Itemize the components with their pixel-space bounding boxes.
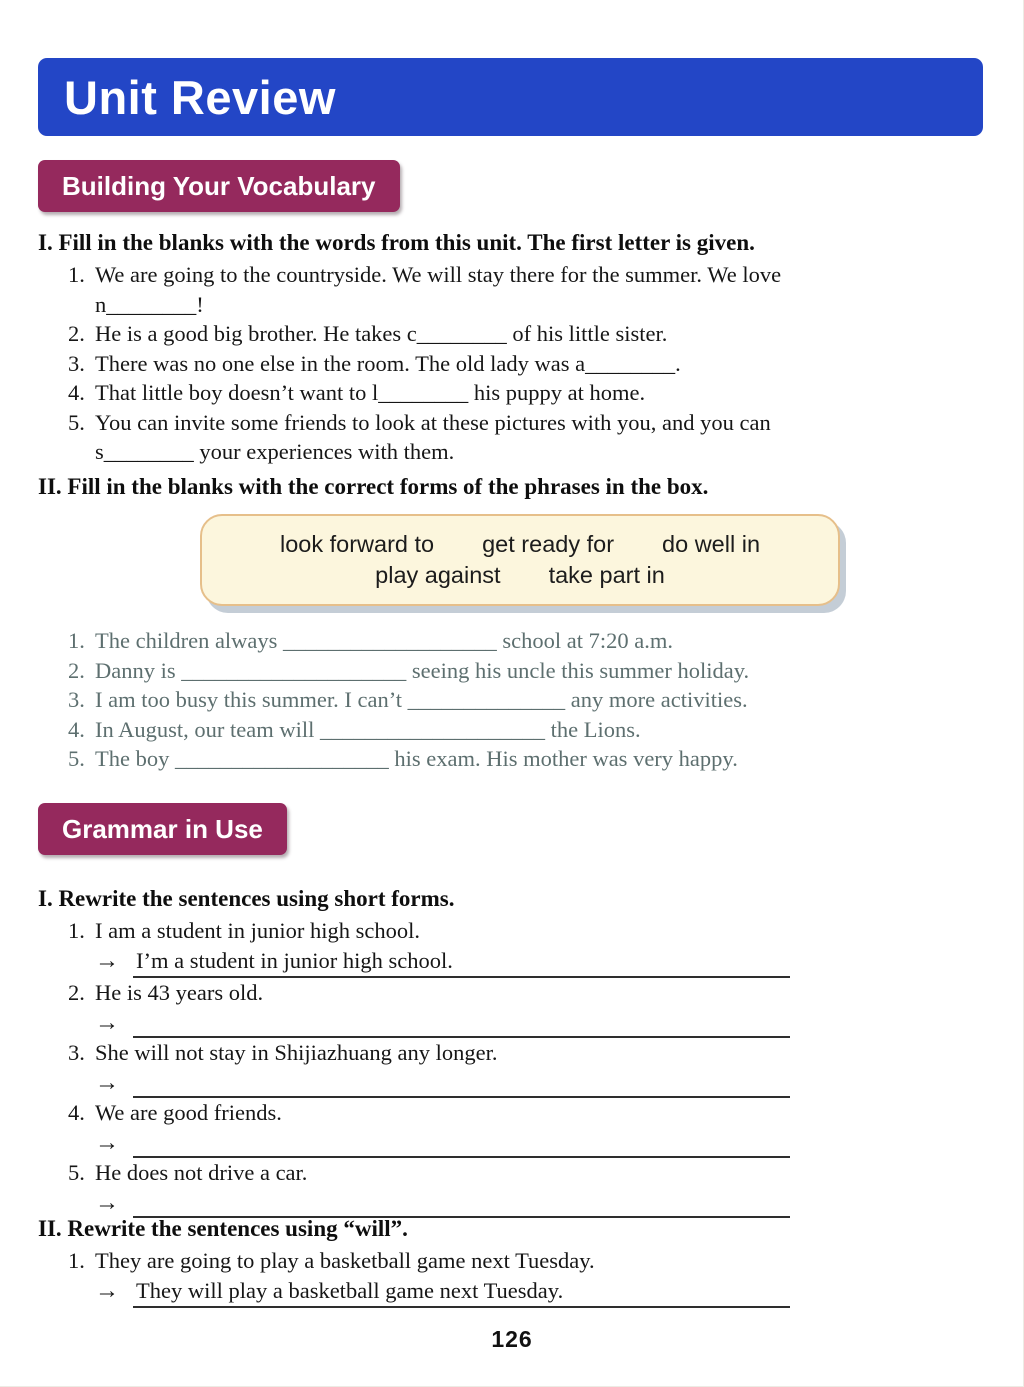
item-number: 5.: [68, 746, 85, 771]
sentence-text: He does not drive a car.: [95, 1160, 308, 1185]
item-number: 3.: [68, 687, 85, 712]
item-number: 1.: [68, 262, 85, 287]
grammar-in-use-banner: [38, 803, 287, 855]
phrase: get ready for: [482, 531, 615, 557]
exercise-item: [38, 656, 1006, 686]
item-text: Danny is ____________________ seeing his uncle this summer holiday.: [95, 657, 750, 683]
exercise-item: [38, 408, 1006, 467]
grammar-exercise2-list: [38, 1246, 1006, 1308]
exercise-item: [38, 378, 1006, 408]
item-number: 2.: [68, 657, 85, 683]
phrase-box: [200, 514, 840, 606]
answer-line: [133, 1008, 790, 1038]
phrase-row: [212, 560, 828, 591]
answer-line: [133, 1188, 790, 1218]
item-number: 1.: [68, 918, 85, 943]
phrase: play against: [375, 562, 501, 588]
grammar-sentence: [38, 1246, 1006, 1276]
grammar-answer-row: [38, 946, 1006, 978]
grammar-sentence: [38, 916, 1006, 946]
unit-review-banner: [38, 58, 983, 136]
item-number: 3.: [68, 1040, 85, 1065]
grammar-item: [38, 1038, 1006, 1098]
item-number: 1.: [68, 628, 85, 653]
exercise-item: [38, 744, 1006, 774]
grammar-item: [38, 916, 1006, 978]
grammar-item: [38, 1158, 1006, 1218]
exercise-item: [38, 685, 1006, 715]
exercise-item: [38, 319, 1006, 349]
phrase: take part in: [548, 562, 665, 588]
vocab-exercise2-heading: II. Fill in the blanks with the correct forms of the phrases in the box.: [38, 474, 709, 499]
item-text: The boy ___________________ his exam. His mother was very happy.: [95, 746, 738, 771]
phrase: look forward to: [279, 531, 435, 557]
grammar-item: [38, 978, 1006, 1038]
arrow-icon: →: [95, 1278, 119, 1304]
grammar-answer-row: [38, 1188, 1006, 1218]
item-number: 4.: [68, 716, 85, 742]
exercise-item: [38, 626, 1006, 656]
sentence-text: They are going to play a basketball game next Tuesday.: [95, 1248, 595, 1273]
item-text: I am too busy this summer. I can’t ______________ any more activities.: [95, 687, 748, 712]
grammar-sentence: [38, 1098, 1006, 1128]
answer-line: [133, 1128, 790, 1158]
item-number: 3.: [68, 350, 85, 376]
vocab-banner-label: Building Your Vocabulary: [62, 171, 376, 201]
phrase: do well in: [662, 531, 761, 557]
grammar-exercise2-heading: II. Rewrite the sentences using “will”.: [38, 1216, 408, 1241]
arrow-icon: →: [95, 1070, 119, 1096]
item-text: There was no one else in the room. The old lady was a________.: [95, 350, 681, 376]
arrow-icon: →: [95, 948, 119, 974]
grammar-banner-label: Grammar in Use: [62, 814, 263, 844]
item-number: 2.: [68, 321, 85, 346]
item-text: He is a good big brother. He takes c________ of his little sister.: [95, 321, 668, 346]
grammar-answer-row: [38, 1276, 1006, 1308]
item-number: 2.: [68, 980, 85, 1005]
building-your-vocabulary-banner: [38, 160, 400, 212]
sentence-text: He is 43 years old.: [95, 980, 264, 1005]
exercise-item: [38, 349, 1006, 379]
item-text: The children always ___________________ school at 7:20 a.m.: [95, 628, 674, 653]
grammar-sentence: [38, 1038, 1006, 1068]
grammar-item: [38, 1098, 1006, 1158]
grammar-exercise1-list: [38, 916, 1006, 1218]
arrow-icon: →: [95, 1010, 119, 1036]
exercise-item: [38, 260, 1006, 319]
item-number: 4.: [68, 380, 85, 405]
grammar-answer-row: [38, 1008, 1006, 1038]
grammar-item: [38, 1246, 1006, 1308]
grammar-sentence: [38, 1158, 1006, 1188]
answer-line: They will play a basketball game next Tuesday.: [133, 1276, 790, 1308]
vocab-exercise1-list: [38, 260, 1006, 467]
page-title: Unit Review: [64, 70, 336, 124]
item-text: You can invite some friends to look at these pictures with you, and you can s________ your experiences with them.: [95, 409, 771, 464]
vocab-exercise2-list: [38, 626, 1006, 774]
answer-line: I’m a student in junior high school.: [133, 946, 790, 978]
item-number: 4.: [68, 1100, 85, 1125]
grammar-exercise1-heading: I. Rewrite the sentences using short forms.: [38, 886, 455, 911]
item-text: In August, our team will ____________________ the Lions.: [95, 716, 641, 742]
arrow-icon: →: [95, 1190, 119, 1216]
item-text: That little boy doesn’t want to l________ his puppy at home.: [95, 380, 646, 405]
sentence-text: I am a student in junior high school.: [95, 918, 420, 943]
sentence-text: She will not stay in Shijiazhuang any longer.: [95, 1040, 498, 1065]
exercise-item: [38, 715, 1006, 745]
vocab-exercise1-heading: I. Fill in the blanks with the words from this unit. The first letter is given.: [38, 230, 755, 255]
item-number: 5.: [68, 1160, 85, 1185]
item-number: 5.: [68, 409, 85, 435]
item-number: 1.: [68, 1248, 85, 1273]
sentence-text: We are good friends.: [95, 1100, 282, 1125]
grammar-answer-row: [38, 1128, 1006, 1158]
arrow-icon: →: [95, 1130, 119, 1156]
grammar-sentence: [38, 978, 1006, 1008]
grammar-answer-row: [38, 1068, 1006, 1098]
page-number: 126: [491, 1326, 533, 1352]
phrase-row: [212, 529, 828, 560]
item-text: We are going to the countryside. We will stay there for the summer. We love n________!: [95, 262, 782, 317]
answer-line: [133, 1068, 790, 1098]
